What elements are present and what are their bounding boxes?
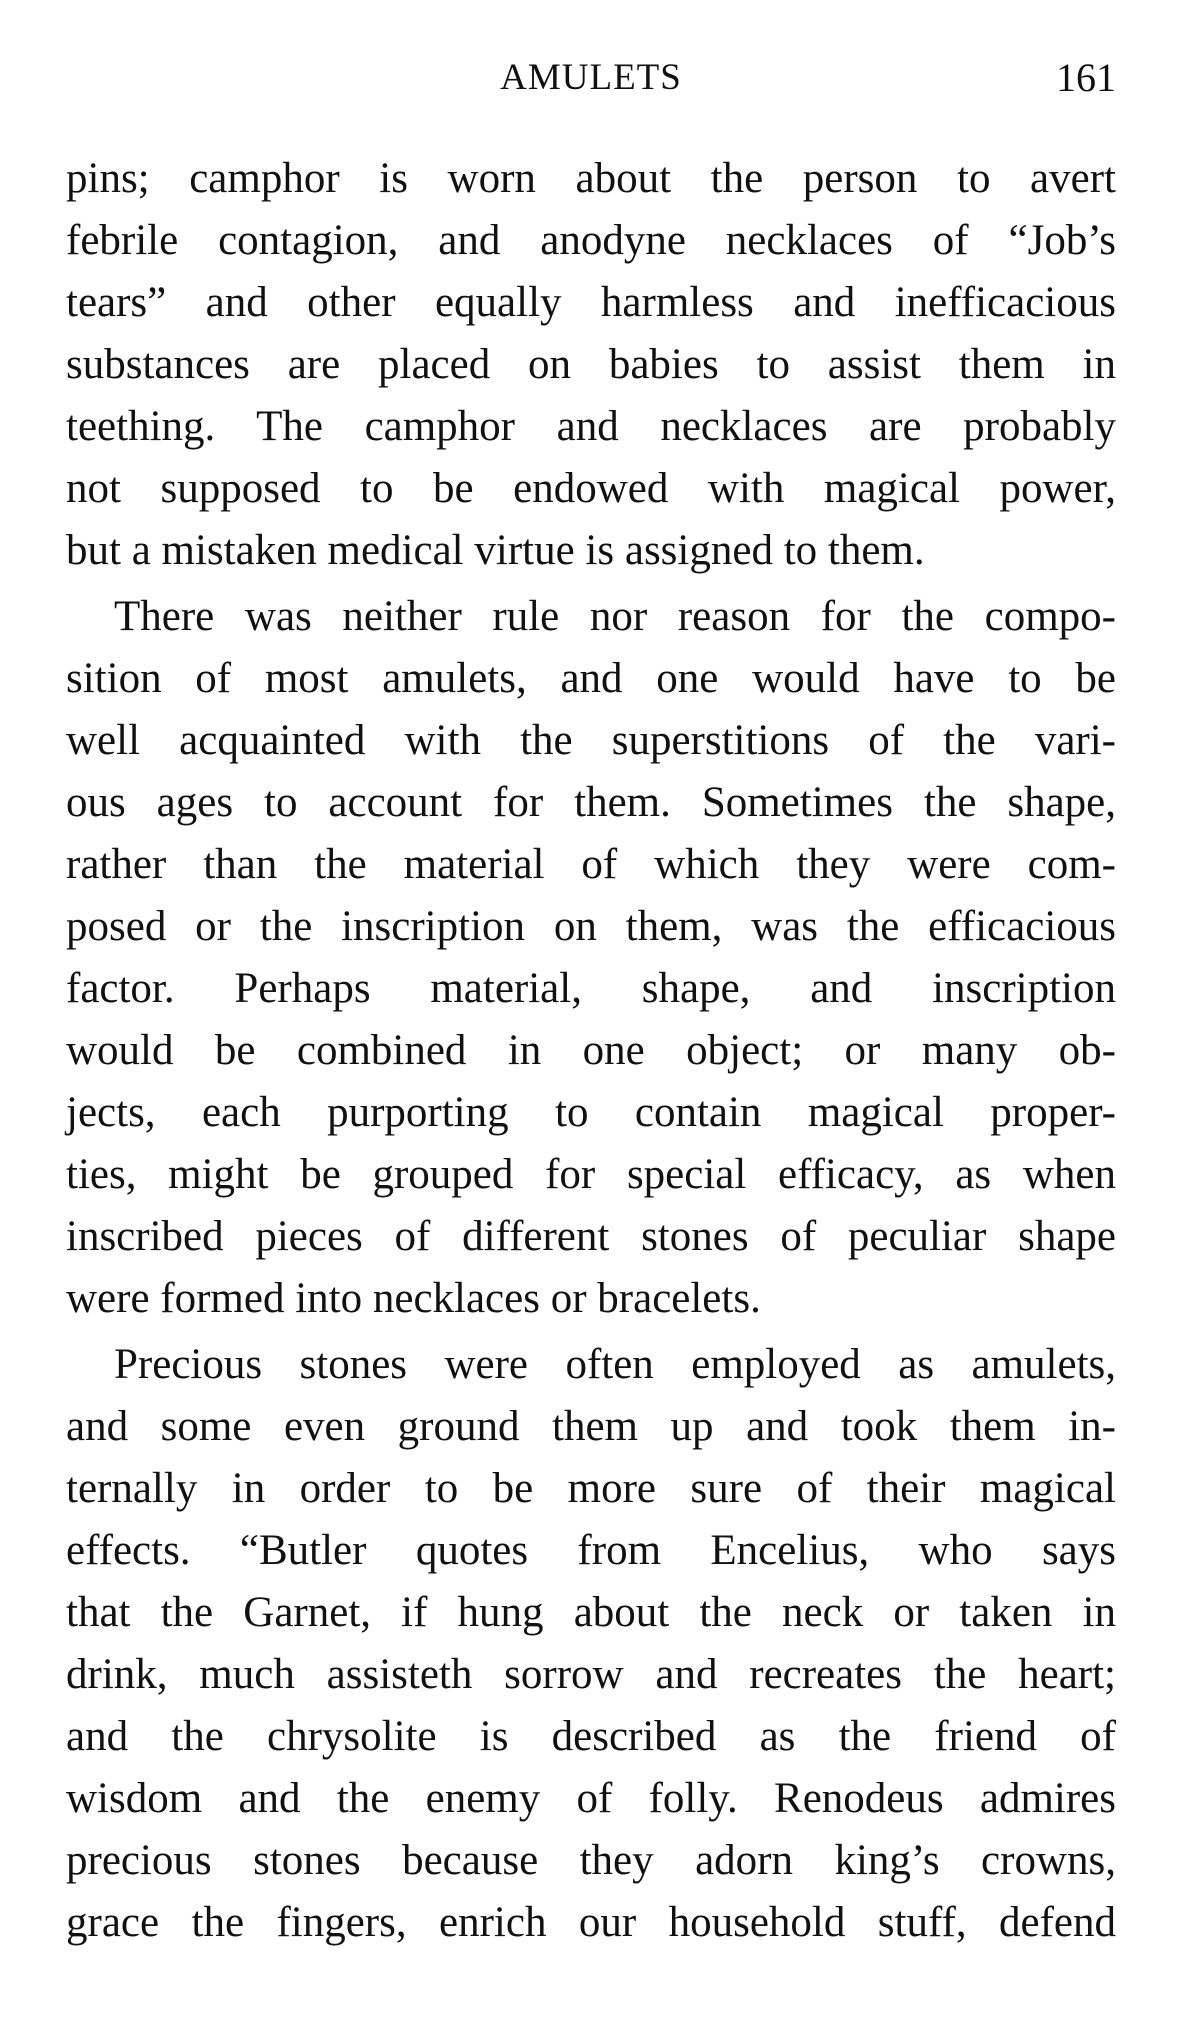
text-line: were formed into necklaces or bracelets. bbox=[66, 1275, 761, 1322]
text-line: There was neither rule nor reason for the compo- bbox=[114, 593, 1116, 640]
text-line: jects, each purporting to contain magical proper- bbox=[66, 1089, 1116, 1136]
text-line: ous ages to account for them. Sometimes the shape, bbox=[66, 779, 1116, 826]
running-head bbox=[66, 48, 1116, 108]
text-line: teething. The camphor and necklaces are probably bbox=[66, 403, 1116, 450]
text-line: effects. “Butler quotes from Encelius, who says bbox=[66, 1527, 1116, 1574]
text-line: would be combined in one object; or many ob- bbox=[66, 1027, 1116, 1074]
text-line: and the chrysolite is described as the friend of bbox=[66, 1713, 1116, 1760]
text-line: and some even ground them up and took them in- bbox=[66, 1403, 1116, 1450]
text-line: but a mistaken medical virtue is assigned to them. bbox=[66, 527, 925, 574]
text-line: tears” and other equally harmless and inefficacious bbox=[66, 279, 1116, 326]
text-line: grace the fingers, enrich our household stuff, defend bbox=[66, 1899, 1116, 1946]
text-line: pins; camphor is worn about the person to avert bbox=[66, 155, 1116, 202]
text-line: substances are placed on babies to assist them in bbox=[66, 341, 1116, 388]
text-line: wisdom and the enemy of folly. Renodeus admires bbox=[66, 1775, 1116, 1822]
text-line: well acquainted with the superstitions of the vari- bbox=[66, 717, 1116, 764]
text-line: drink, much assisteth sorrow and recreates the heart; bbox=[66, 1651, 1116, 1698]
text-line: ternally in order to be more sure of their magical bbox=[66, 1465, 1116, 1512]
text-line: not supposed to be endowed with magical power, bbox=[66, 465, 1116, 512]
text-line: inscribed pieces of different stones of peculiar shape bbox=[66, 1213, 1116, 1260]
text-line: that the Garnet, if hung about the neck or taken in bbox=[66, 1589, 1116, 1636]
text-line: ties, might be grouped for special efficacy, as when bbox=[66, 1151, 1116, 1198]
text-line: precious stones because they adorn king’s crowns, bbox=[66, 1837, 1116, 1884]
page-number: 161 bbox=[1056, 55, 1116, 100]
text-line: rather than the material of which they were com- bbox=[66, 841, 1116, 888]
text-line: sition of most amulets, and one would have to be bbox=[66, 655, 1116, 702]
text-line: febrile contagion, and anodyne necklaces of “Job’s bbox=[66, 217, 1116, 264]
text-line: Precious stones were often employed as amulets, bbox=[114, 1341, 1116, 1388]
body-text bbox=[66, 148, 1116, 1954]
text-line: factor. Perhaps material, shape, and inscription bbox=[66, 965, 1116, 1012]
text-line: posed or the inscription on them, was the efficacious bbox=[66, 903, 1116, 950]
running-title: AMULETS bbox=[500, 57, 682, 98]
